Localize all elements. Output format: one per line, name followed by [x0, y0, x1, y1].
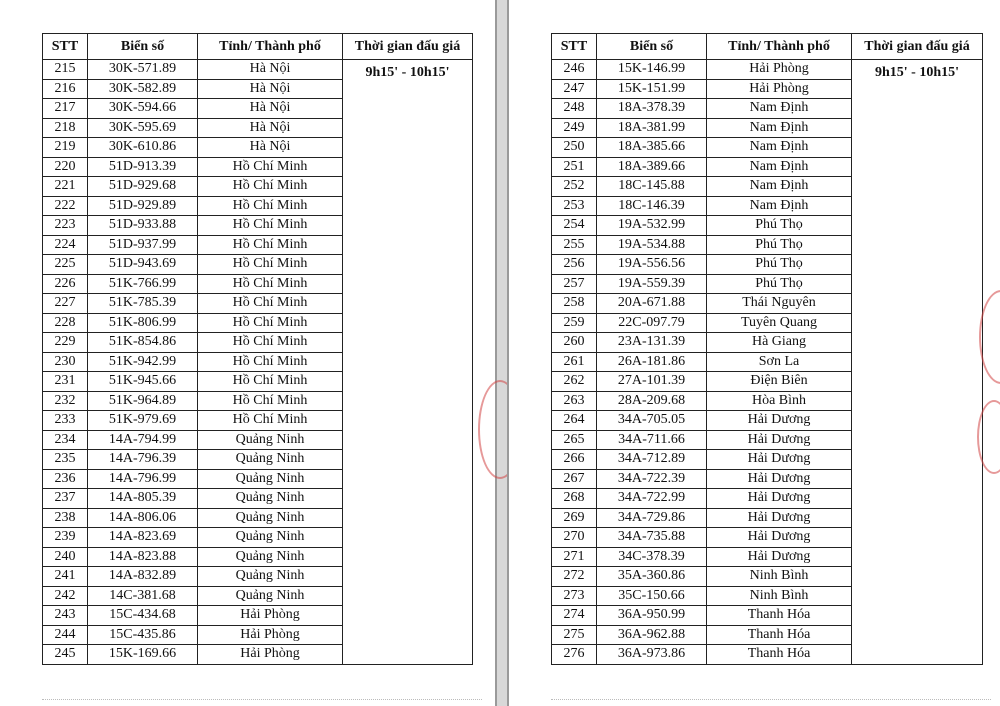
- cell-stt: 248: [552, 99, 597, 119]
- cell-plate: 20A-671.88: [597, 294, 707, 314]
- cell-plate: 36A-973.86: [597, 645, 707, 665]
- document-page-right: [507, 0, 1000, 706]
- cell-plate: 30K-582.89: [88, 79, 198, 99]
- cell-province: Ninh Bình: [707, 567, 852, 587]
- cell-stt: 230: [43, 352, 88, 372]
- cell-stt: 231: [43, 372, 88, 392]
- cell-plate: 14A-796.99: [88, 469, 198, 489]
- cell-province: Thái Nguyên: [707, 294, 852, 314]
- cell-plate: 22C-097.79: [597, 313, 707, 333]
- cell-province: Hồ Chí Minh: [198, 294, 343, 314]
- header-stt: STT: [552, 34, 597, 60]
- cell-plate: 34A-735.88: [597, 528, 707, 548]
- cell-province: Điện Biên: [707, 372, 852, 392]
- cell-stt: 242: [43, 586, 88, 606]
- cell-stt: 215: [43, 60, 88, 80]
- cell-plate: 19A-559.39: [597, 274, 707, 294]
- cell-plate: 19A-556.56: [597, 255, 707, 275]
- table-body-left: [43, 60, 473, 665]
- cell-province: Hải Dương: [707, 528, 852, 548]
- cell-stt: 224: [43, 235, 88, 255]
- cell-plate: 15C-434.68: [88, 606, 198, 626]
- cell-stt: 272: [552, 567, 597, 587]
- cell-stt: 228: [43, 313, 88, 333]
- cell-province: Ninh Bình: [707, 586, 852, 606]
- cell-province: Hải Dương: [707, 430, 852, 450]
- cell-province: Hồ Chí Minh: [198, 177, 343, 197]
- cell-stt: 268: [552, 489, 597, 509]
- cell-plate: 23A-131.39: [597, 333, 707, 353]
- cell-plate: 35A-360.86: [597, 567, 707, 587]
- cell-plate: 34C-378.39: [597, 547, 707, 567]
- cell-plate: 51D-929.68: [88, 177, 198, 197]
- cell-province: Hồ Chí Minh: [198, 235, 343, 255]
- cell-stt: 244: [43, 625, 88, 645]
- cell-plate: 14C-381.68: [88, 586, 198, 606]
- table-body-right: [552, 60, 983, 665]
- cell-province: Hải Phòng: [707, 60, 852, 80]
- cell-stt: 250: [552, 138, 597, 158]
- cell-province: Hải Dương: [707, 489, 852, 509]
- cell-province: Phú Thọ: [707, 255, 852, 275]
- cell-stt: 236: [43, 469, 88, 489]
- cell-plate: 51K-945.66: [88, 372, 198, 392]
- cell-province: Quảng Ninh: [198, 450, 343, 470]
- cell-stt: 232: [43, 391, 88, 411]
- cell-province: Hải Phòng: [198, 606, 343, 626]
- cell-province: Hải Dương: [707, 508, 852, 528]
- cell-plate: 18C-145.88: [597, 177, 707, 197]
- cell-province: Hồ Chí Minh: [198, 255, 343, 275]
- cell-plate: 34A-722.99: [597, 489, 707, 509]
- cell-province: Hồ Chí Minh: [198, 196, 343, 216]
- cell-auction-time: 9h15' - 10h15': [852, 60, 983, 665]
- cell-province: Sơn La: [707, 352, 852, 372]
- header-plate: Biển số: [597, 34, 707, 60]
- cell-plate: 34A-712.89: [597, 450, 707, 470]
- header-time: Thời gian đấu giá: [343, 34, 473, 60]
- cell-province: Hồ Chí Minh: [198, 313, 343, 333]
- cell-plate: 15K-169.66: [88, 645, 198, 665]
- cell-plate: 51D-933.88: [88, 216, 198, 236]
- table-row: [43, 60, 473, 80]
- cell-plate: 14A-806.06: [88, 508, 198, 528]
- cell-stt: 275: [552, 625, 597, 645]
- cell-plate: 14A-796.39: [88, 450, 198, 470]
- cell-stt: 273: [552, 586, 597, 606]
- cell-province: Hồ Chí Minh: [198, 216, 343, 236]
- cell-province: Phú Thọ: [707, 274, 852, 294]
- cell-plate: 19A-532.99: [597, 216, 707, 236]
- cell-stt: 276: [552, 645, 597, 665]
- cell-plate: 18A-385.66: [597, 138, 707, 158]
- cell-stt: 235: [43, 450, 88, 470]
- cell-stt: 261: [552, 352, 597, 372]
- cell-plate: 51K-942.99: [88, 352, 198, 372]
- cell-plate: 51D-913.39: [88, 157, 198, 177]
- cell-province: Hồ Chí Minh: [198, 391, 343, 411]
- page-footer: [42, 699, 482, 704]
- cell-province: Hồ Chí Minh: [198, 352, 343, 372]
- cell-province: Hồ Chí Minh: [198, 333, 343, 353]
- cell-plate: 30K-571.89: [88, 60, 198, 80]
- cell-stt: 233: [43, 411, 88, 431]
- cell-plate: 15K-151.99: [597, 79, 707, 99]
- cell-province: Hải Dương: [707, 469, 852, 489]
- cell-stt: 221: [43, 177, 88, 197]
- cell-province: Nam Định: [707, 118, 852, 138]
- cell-province: Nam Định: [707, 99, 852, 119]
- cell-stt: 257: [552, 274, 597, 294]
- cell-province: Nam Định: [707, 138, 852, 158]
- cell-stt: 238: [43, 508, 88, 528]
- cell-plate: 51D-929.89: [88, 196, 198, 216]
- cell-province: Thanh Hóa: [707, 625, 852, 645]
- cell-stt: 219: [43, 138, 88, 158]
- cell-stt: 271: [552, 547, 597, 567]
- cell-province: Tuyên Quang: [707, 313, 852, 333]
- cell-plate: 35C-150.66: [597, 586, 707, 606]
- cell-plate: 15C-435.86: [88, 625, 198, 645]
- header-province: Tỉnh/ Thành phố: [198, 34, 343, 60]
- cell-auction-time: 9h15' - 10h15': [343, 60, 473, 665]
- cell-plate: 18C-146.39: [597, 196, 707, 216]
- cell-plate: 34A-705.05: [597, 411, 707, 431]
- cell-stt: 258: [552, 294, 597, 314]
- cell-stt: 256: [552, 255, 597, 275]
- cell-stt: 227: [43, 294, 88, 314]
- cell-stt: 239: [43, 528, 88, 548]
- cell-stt: 222: [43, 196, 88, 216]
- cell-province: Quảng Ninh: [198, 547, 343, 567]
- cell-stt: 237: [43, 489, 88, 509]
- cell-plate: 36A-950.99: [597, 606, 707, 626]
- cell-plate: 51K-766.99: [88, 274, 198, 294]
- document-page-left: [0, 0, 497, 706]
- cell-plate: 14A-823.69: [88, 528, 198, 548]
- cell-plate: 51D-937.99: [88, 235, 198, 255]
- cell-stt: 218: [43, 118, 88, 138]
- cell-plate: 51K-964.89: [88, 391, 198, 411]
- cell-stt: 263: [552, 391, 597, 411]
- cell-stt: 267: [552, 469, 597, 489]
- cell-stt: 266: [552, 450, 597, 470]
- cell-stt: 246: [552, 60, 597, 80]
- cell-stt: 251: [552, 157, 597, 177]
- cell-stt: 274: [552, 606, 597, 626]
- cell-province: Hồ Chí Minh: [198, 274, 343, 294]
- cell-stt: 249: [552, 118, 597, 138]
- cell-province: Hòa Bình: [707, 391, 852, 411]
- cell-plate: 51D-943.69: [88, 255, 198, 275]
- cell-province: Hải Phòng: [707, 79, 852, 99]
- cell-province: Quảng Ninh: [198, 430, 343, 450]
- cell-plate: 51K-806.99: [88, 313, 198, 333]
- cell-plate: 30K-594.66: [88, 99, 198, 119]
- cell-province: Hồ Chí Minh: [198, 372, 343, 392]
- cell-province: Quảng Ninh: [198, 528, 343, 548]
- auction-table-left: [42, 33, 473, 665]
- cell-stt: 245: [43, 645, 88, 665]
- cell-stt: 262: [552, 372, 597, 392]
- cell-plate: 14A-832.89: [88, 567, 198, 587]
- cell-province: Hà Nội: [198, 138, 343, 158]
- cell-stt: 253: [552, 196, 597, 216]
- cell-plate: 14A-794.99: [88, 430, 198, 450]
- cell-stt: 220: [43, 157, 88, 177]
- cell-province: Hà Giang: [707, 333, 852, 353]
- cell-stt: 240: [43, 547, 88, 567]
- cell-plate: 18A-378.39: [597, 99, 707, 119]
- header-province: Tỉnh/ Thành phố: [707, 34, 852, 60]
- header-time: Thời gian đấu giá: [852, 34, 983, 60]
- cell-stt: 269: [552, 508, 597, 528]
- cell-province: Phú Thọ: [707, 235, 852, 255]
- cell-stt: 223: [43, 216, 88, 236]
- cell-province: Quảng Ninh: [198, 489, 343, 509]
- cell-plate: 30K-595.69: [88, 118, 198, 138]
- cell-stt: 216: [43, 79, 88, 99]
- cell-stt: 226: [43, 274, 88, 294]
- table-header-row: [43, 34, 473, 60]
- cell-province: Quảng Ninh: [198, 508, 343, 528]
- cell-stt: 241: [43, 567, 88, 587]
- cell-province: Hà Nội: [198, 118, 343, 138]
- cell-province: Hải Dương: [707, 450, 852, 470]
- cell-plate: 28A-209.68: [597, 391, 707, 411]
- cell-stt: 260: [552, 333, 597, 353]
- cell-stt: 217: [43, 99, 88, 119]
- cell-plate: 14A-805.39: [88, 489, 198, 509]
- cell-plate: 27A-101.39: [597, 372, 707, 392]
- cell-province: Quảng Ninh: [198, 469, 343, 489]
- cell-plate: 18A-389.66: [597, 157, 707, 177]
- cell-province: Nam Định: [707, 157, 852, 177]
- cell-province: Nam Định: [707, 196, 852, 216]
- cell-plate: 14A-823.88: [88, 547, 198, 567]
- cell-plate: 51K-785.39: [88, 294, 198, 314]
- cell-province: Nam Định: [707, 177, 852, 197]
- cell-stt: 234: [43, 430, 88, 450]
- cell-province: Hà Nội: [198, 99, 343, 119]
- cell-province: Phú Thọ: [707, 216, 852, 236]
- cell-stt: 265: [552, 430, 597, 450]
- cell-stt: 264: [552, 411, 597, 431]
- cell-stt: 247: [552, 79, 597, 99]
- cell-plate: 34A-729.86: [597, 508, 707, 528]
- cell-stt: 243: [43, 606, 88, 626]
- cell-province: Quảng Ninh: [198, 567, 343, 587]
- cell-plate: 34A-711.66: [597, 430, 707, 450]
- table-row: [552, 60, 983, 80]
- cell-plate: 30K-610.86: [88, 138, 198, 158]
- cell-stt: 252: [552, 177, 597, 197]
- table-header-row: [552, 34, 983, 60]
- cell-stt: 259: [552, 313, 597, 333]
- cell-province: Thanh Hóa: [707, 645, 852, 665]
- cell-stt: 270: [552, 528, 597, 548]
- cell-province: Hồ Chí Minh: [198, 411, 343, 431]
- cell-province: Thanh Hóa: [707, 606, 852, 626]
- auction-table-right: [551, 33, 983, 665]
- cell-plate: 15K-146.99: [597, 60, 707, 80]
- cell-stt: 229: [43, 333, 88, 353]
- cell-province: Quảng Ninh: [198, 586, 343, 606]
- cell-stt: 225: [43, 255, 88, 275]
- header-plate: Biển số: [88, 34, 198, 60]
- header-stt: STT: [43, 34, 88, 60]
- cell-province: Hải Phòng: [198, 625, 343, 645]
- cell-stt: 254: [552, 216, 597, 236]
- cell-province: Hà Nội: [198, 79, 343, 99]
- cell-stt: 255: [552, 235, 597, 255]
- cell-province: Hải Dương: [707, 547, 852, 567]
- cell-plate: 18A-381.99: [597, 118, 707, 138]
- cell-plate: 26A-181.86: [597, 352, 707, 372]
- cell-province: Hà Nội: [198, 60, 343, 80]
- cell-plate: 51K-854.86: [88, 333, 198, 353]
- cell-plate: 36A-962.88: [597, 625, 707, 645]
- cell-province: Hồ Chí Minh: [198, 157, 343, 177]
- cell-plate: 19A-534.88: [597, 235, 707, 255]
- cell-plate: 51K-979.69: [88, 411, 198, 431]
- page-footer: [551, 699, 991, 704]
- cell-province: Hải Phòng: [198, 645, 343, 665]
- cell-province: Hải Dương: [707, 411, 852, 431]
- cell-plate: 34A-722.39: [597, 469, 707, 489]
